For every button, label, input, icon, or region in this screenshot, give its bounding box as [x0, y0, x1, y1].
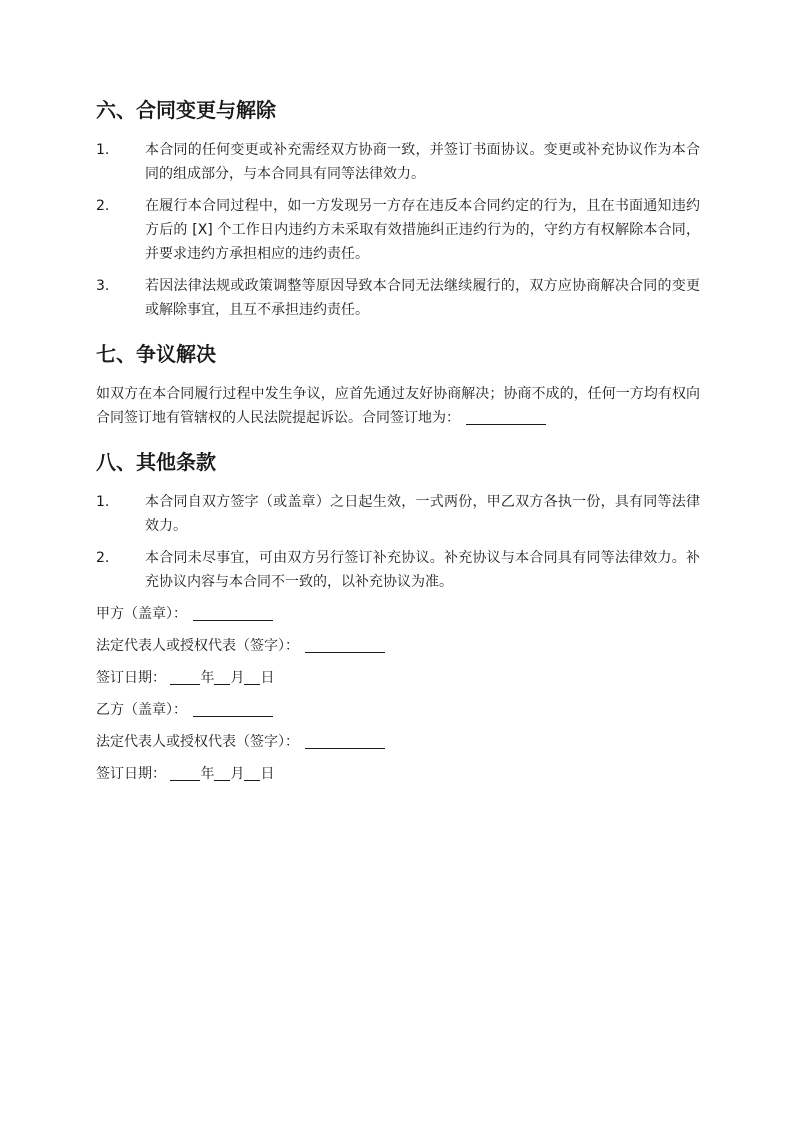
item-number: 2.: [96, 550, 110, 566]
item-text: 在履行本合同过程中，如一方发现另一方存在违反本合同约定的行为，且在书面通知违约方后的 [X] 个工作日内违约方未采取有效措施纠正违约行为的，守约方有权解除本合同，并要求违约方承担相应的违约责任。: [145, 198, 700, 262]
item-number: 1.: [96, 142, 110, 158]
year-label: 年: [200, 670, 215, 686]
party-b-seal-blank: [193, 700, 273, 717]
section-title: 七、争议解决: [96, 342, 216, 366]
section-other-terms: [96, 447, 700, 786]
party-a-label: 甲方（盖章）：: [96, 606, 187, 622]
party-a-rep-blank: [305, 636, 385, 653]
item-text: 本合同未尽事宜，可由双方另行签订补充协议。补充协议与本合同具有同等法律效力。补充协议内容与本合同不一致的，以补充协议为准。: [145, 550, 700, 590]
year-blank: [170, 764, 200, 781]
day-blank: [244, 764, 260, 781]
list-item: [96, 546, 700, 594]
party-b-rep-line: [96, 730, 700, 754]
paragraph: [96, 382, 700, 430]
party-b-rep-blank: [305, 732, 385, 749]
document-content: [96, 95, 700, 803]
party-b-label: 乙方（盖章）：: [96, 702, 187, 718]
signature-block: [96, 602, 700, 786]
month-label: 月: [230, 670, 245, 686]
section-dispute-resolution: [96, 339, 700, 430]
day-blank: [244, 668, 260, 685]
party-a-date-line: [96, 666, 700, 690]
party-a-rep-label: 法定代表人或授权代表（签字）：: [96, 638, 299, 654]
party-a-rep-line: [96, 634, 700, 658]
item-text: 本合同自双方签字（或盖章）之日起生效，一式两份，甲乙双方各执一份，具有同等法律效力。: [145, 494, 700, 534]
paragraph-text: 如双方在本合同履行过程中发生争议，应首先通过友好协商解决；协商不成的，任何一方均有权向合同签订地有管辖权的人民法院提起诉讼。合同签订地为：: [96, 386, 700, 426]
section-title: 八、其他条款: [96, 450, 216, 474]
party-b-seal-line: [96, 698, 700, 722]
party-a-seal-line: [96, 602, 700, 626]
section-title: 六、合同变更与解除: [96, 98, 276, 122]
party-b-date-line: [96, 762, 700, 786]
party-b-rep-label: 法定代表人或授权代表（签字）：: [96, 734, 299, 750]
item-number: 1.: [96, 494, 110, 510]
list-item: [96, 138, 700, 186]
list-item: [96, 490, 700, 538]
list-item: [96, 274, 700, 322]
list-item: [96, 194, 700, 266]
day-label: 日: [260, 766, 275, 782]
month-label: 月: [230, 766, 245, 782]
item-number: 3.: [96, 278, 110, 294]
month-blank: [214, 668, 230, 685]
day-label: 日: [260, 670, 275, 686]
section-contract-change: [96, 95, 700, 322]
party-b-date-label: 签订日期：: [96, 766, 166, 782]
signing-place-blank: [466, 408, 546, 425]
item-text: 本合同的任何变更或补充需经双方协商一致，并签订书面协议。变更或补充协议作为本合同的组成部分，与本合同具有同等法律效力。: [145, 142, 700, 182]
item-text: 若因法律法规或政策调整等原因导致本合同无法继续履行的，双方应协商解决合同的变更或解除事宜，且互不承担违约责任。: [145, 278, 700, 318]
month-blank: [214, 764, 230, 781]
party-a-date-label: 签订日期：: [96, 670, 166, 686]
party-a-seal-blank: [193, 604, 273, 621]
year-blank: [170, 668, 200, 685]
year-label: 年: [200, 766, 215, 782]
item-number: 2.: [96, 198, 110, 214]
